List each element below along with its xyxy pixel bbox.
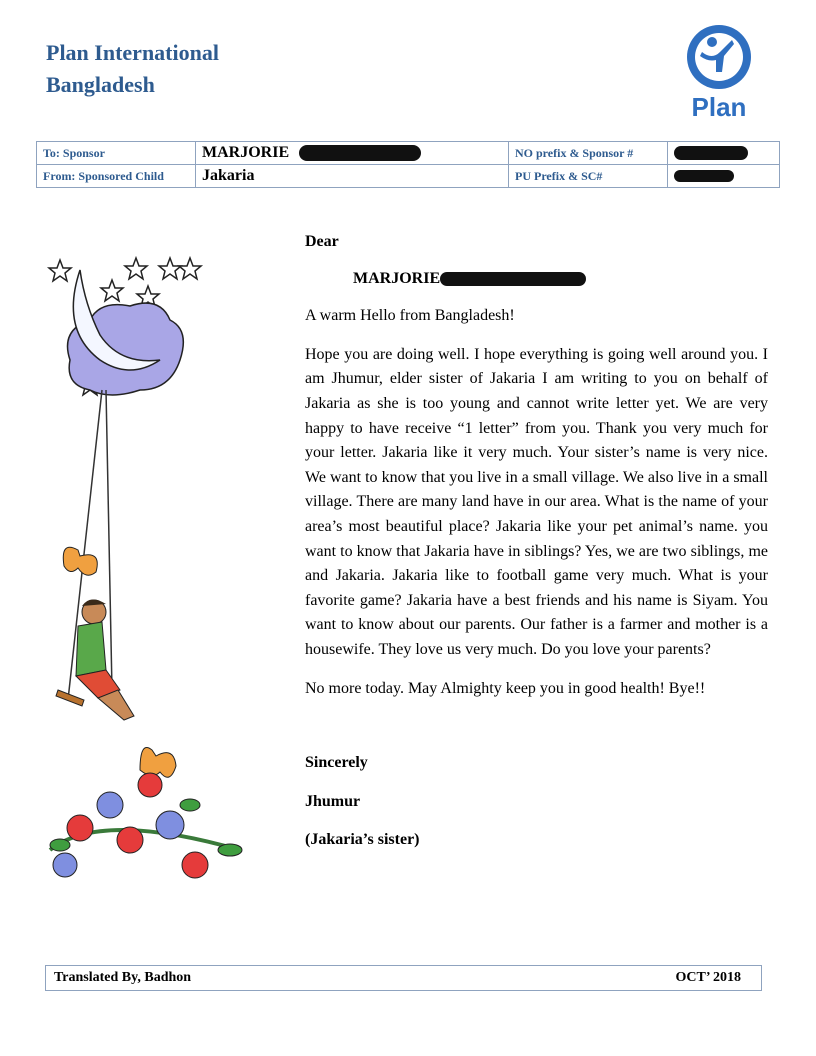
paragraph-1: A warm Hello from Bangladesh! (305, 307, 515, 325)
org-line-1: Plan International (46, 40, 219, 65)
org-line-2: Bangladesh (46, 72, 155, 97)
flower-icon (53, 853, 77, 877)
to-value-cell (196, 142, 509, 165)
to-value: MARJORIE (202, 144, 290, 161)
redaction-mark (299, 145, 421, 161)
sponsor-number-label: NO prefix & Sponsor # (509, 142, 668, 165)
butterfly-icon (140, 748, 176, 778)
from-value: Jakaria (196, 165, 509, 188)
child-figure (56, 599, 134, 720)
recipient-line (305, 267, 768, 292)
flower-icon (117, 827, 143, 853)
signer-relation: (Jakaria’s sister) (305, 831, 420, 849)
star-icon (101, 280, 123, 301)
greeting: Dear (305, 233, 339, 250)
redaction-mark (674, 146, 748, 160)
paragraph-2: Hope you are doing well. I hope everything is going well around you. I am Jhumur, elder sister of Jakaria I am writing to you on behalf of Jakaria as she is too young and cannot write letter yet. We are very happy to have receive “1 letter” from you. Thank you very much for your letter. Jakaria like it very much. Your sister’s name is very nice. We want to know that you live in a small village. We also live in a small village. There are many land have in our area. What is the name of your area’s most beautiful place? Jakaria like your pet animal’s name. you want to know that Jakaria have in siblings? Yes, we are two siblings, me and Jakaria. Jakaria like to football game very much. What is your favorite game? Jakaria have a best friends and his name is Siyam. You want to know about our parents. Our father is a farmer and mother is a housewife. They love us very much. Do you love your parents? (305, 345, 768, 658)
to-label: To: Sponsor (37, 142, 196, 165)
star-icon (49, 260, 71, 281)
translator-credit: Translated By, Badhon (54, 970, 192, 985)
letter-date: OCT’ 2018 (675, 970, 741, 985)
organization-name (46, 37, 219, 101)
logo-text: Plan (691, 92, 747, 122)
star-icon (179, 258, 201, 279)
swing-illustration (40, 250, 260, 890)
flower-icon (182, 852, 208, 878)
plan-logo-icon (676, 22, 762, 122)
signer-name: Jhumur (305, 792, 361, 810)
flower-icon (138, 773, 162, 797)
redaction-mark (674, 170, 734, 182)
sc-number-label: PU Prefix & SC# (509, 165, 668, 188)
sponsor-row (37, 142, 780, 165)
flower-icon (97, 792, 123, 818)
letter-body (305, 230, 768, 853)
from-label: From: Sponsored Child (37, 165, 196, 188)
redaction-mark (440, 272, 586, 286)
sc-number-cell (668, 165, 780, 188)
butterfly-icon (63, 547, 97, 575)
star-icon (159, 258, 181, 279)
flower-icon (156, 811, 184, 839)
header-table (36, 141, 780, 188)
footer-bar (45, 965, 762, 991)
recipient-name: MARJORIE (353, 269, 441, 287)
child-row (37, 165, 780, 188)
star-icon (125, 258, 147, 279)
flower-icon (67, 815, 93, 841)
closing: Sincerely (305, 754, 368, 772)
sponsor-number-cell (668, 142, 780, 165)
paragraph-3: No more today. May Almighty keep you in good health! Bye!! (305, 679, 706, 697)
